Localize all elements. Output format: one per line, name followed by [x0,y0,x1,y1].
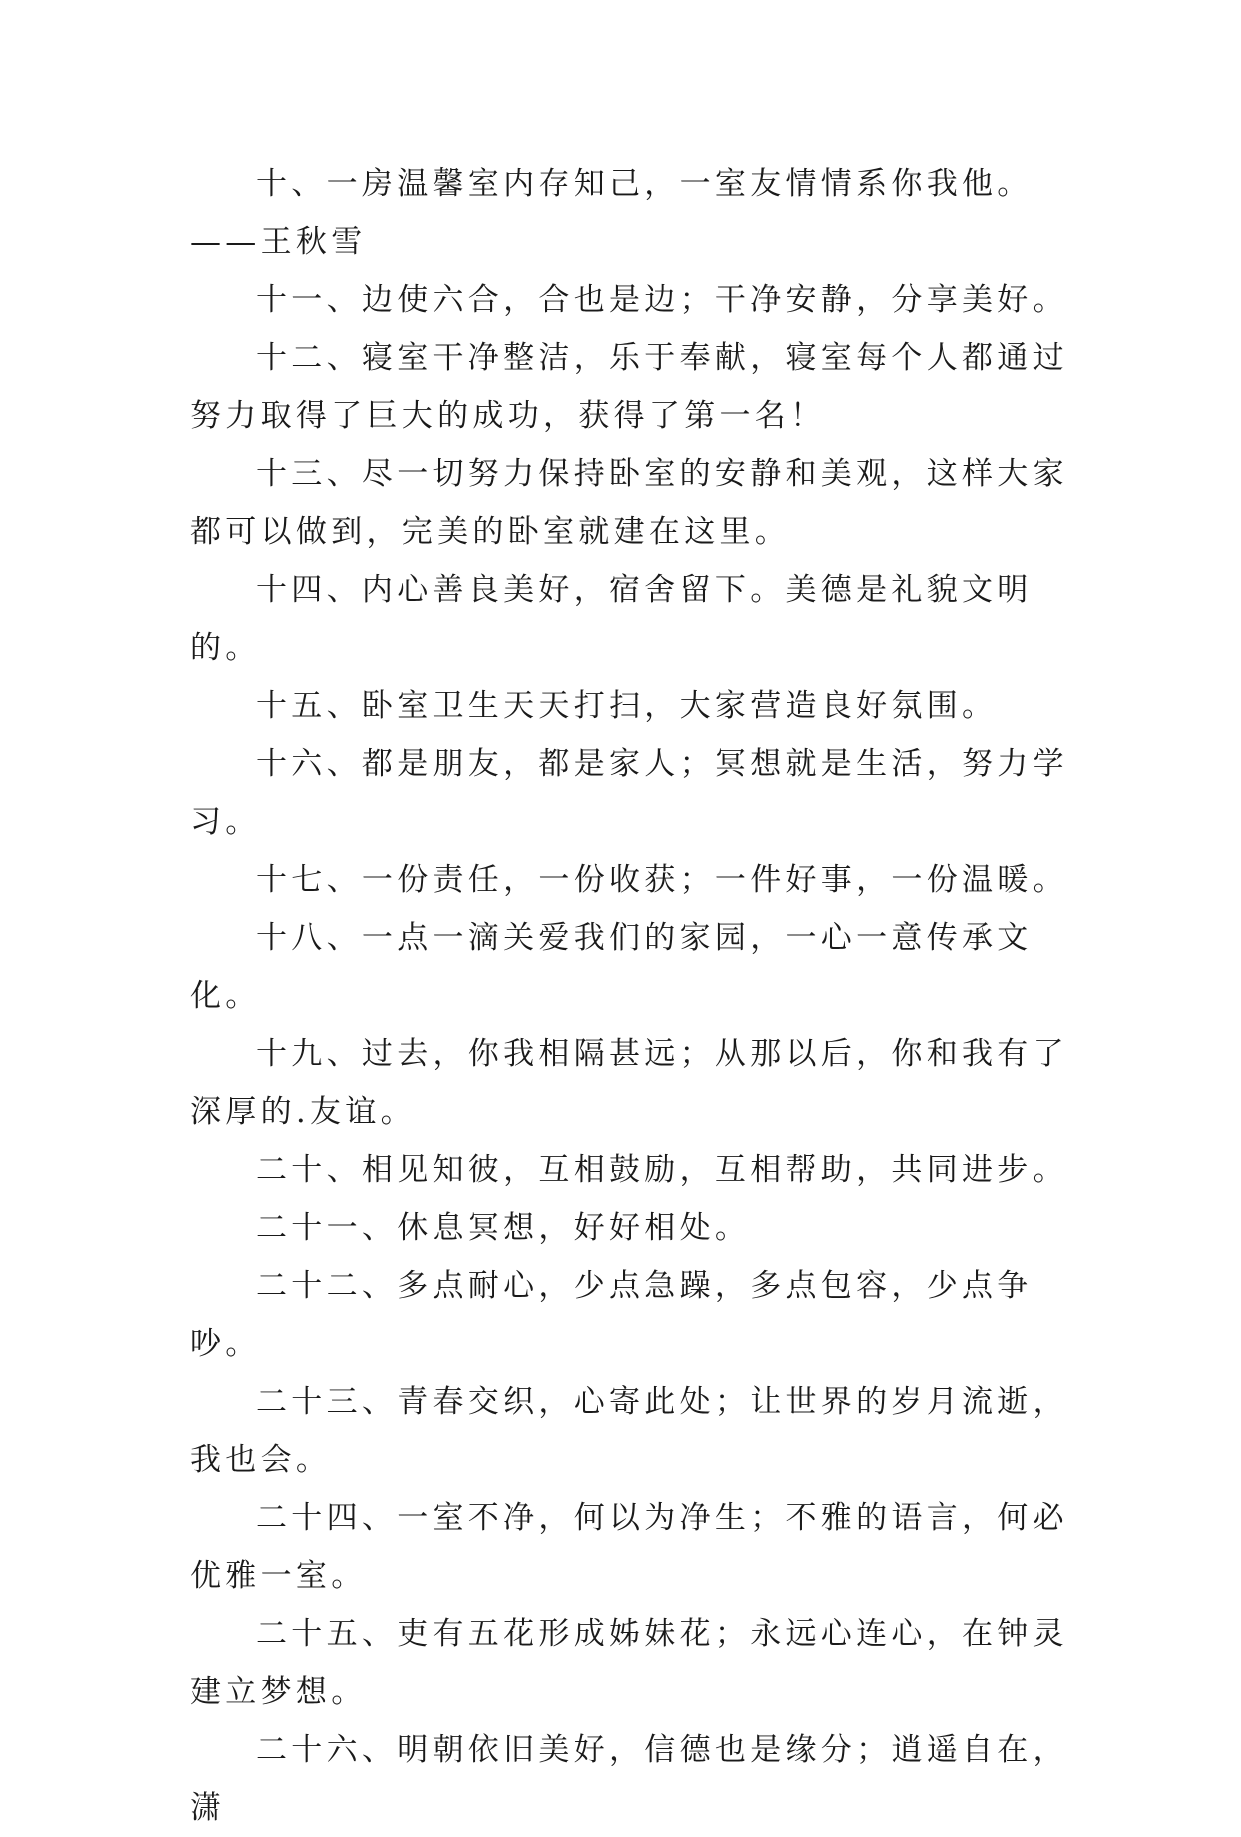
paragraph-18: 十八、一点一滴关爱我们的家园，一心一意传承文化。 [190,920,1033,1014]
paragraph-25: 二十五、吏有五花形成姊妹花；永远心连心，在钟灵建立梦想。 [190,1616,1068,1710]
paragraph-19: 十九、过去，你我相隔甚远；从那以后，你和我有了深厚的.友谊。 [190,1036,1068,1130]
paragraph-14: 十四、内心善良美好，宿舍留下。美德是礼貌文明的。 [190,572,1033,666]
paragraph-12: 十二、寝室干净整洁，乐于奉献，寝室每个人都通过努力取得了巨大的成功，获得了第一名！ [190,340,1068,434]
paragraph-13: 十三、尽一切努力保持卧室的安静和美观，这样大家都可以做到，完美的卧室就建在这里。 [190,456,1068,550]
paragraph-22: 二十二、多点耐心，少点急躁，多点包容，少点争吵。 [190,1268,1033,1362]
paragraph-20: 二十、相见知彼，互相鼓励，互相帮助，共同进步。 [256,1152,1068,1188]
paragraph-16: 十六、都是朋友，都是家人；冥想就是生活，努力学习。 [190,746,1068,840]
paragraph-17: 十七、一份责任，一份收获；一件好事，一份温暖。 [256,862,1068,898]
paragraph-21: 二十一、休息冥想，好好相处。 [256,1210,751,1246]
paragraph-15: 十五、卧室卫生天天打扫，大家营造良好氛围。 [256,688,998,724]
paragraph-24: 二十四、一室不净，何以为净生；不雅的语言，何必优雅一室。 [190,1500,1068,1594]
paragraph-10: 十、一房温馨室内存知己，一室友情情系你我他。——王秋雪 [190,166,1033,260]
document-body [190,155,1070,1837]
paragraph-26: 二十六、明朝依旧美好，信德也是缘分；逍遥自在，潇 [190,1732,1068,1826]
paragraph-23: 二十三、青春交织，心寄此处；让世界的岁月流逝，我也会。 [190,1384,1068,1478]
paragraph-11: 十一、边使六合，合也是边；干净安静，分享美好。 [256,282,1068,318]
